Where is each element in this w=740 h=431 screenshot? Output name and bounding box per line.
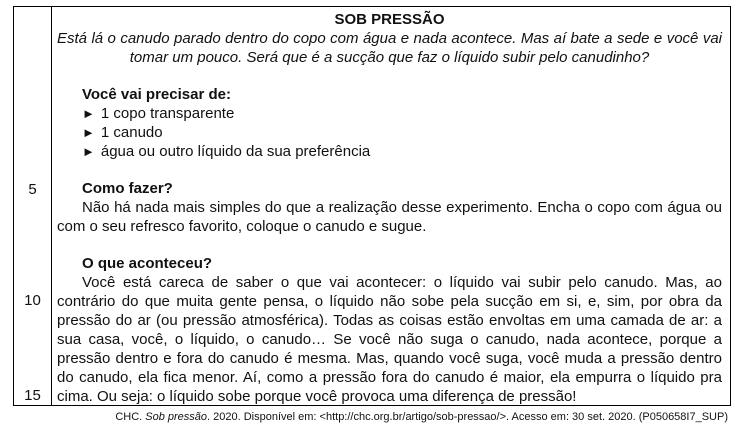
line-number-10: 10 <box>24 292 41 309</box>
line-number-gutter <box>14 7 52 405</box>
citation-work-title: Sob pressão <box>145 411 208 423</box>
intro-paragraph: Está lá o canudo parado dentro do copo com água e nada acontece. Mas aí bate a sede e você vai tomar um pouco. Será que é a sucção que faz o líquido subir pelo canudinho? <box>57 30 722 66</box>
citation-details: . 2020. Disponível em: <http://chc.org.br/artigo/sob-pressao/>. Acesso em: 30 set. 2020. (P050658I7_SUP) <box>207 411 728 423</box>
result-heading: O que aconteceu? <box>82 255 213 272</box>
method-heading: Como fazer? <box>82 180 173 197</box>
source-citation <box>115 410 728 424</box>
material-label: 1 canudo <box>100 124 163 141</box>
arrow-bullet-icon: ► <box>82 144 95 159</box>
line-number-5: 5 <box>28 181 37 198</box>
material-item <box>82 104 722 123</box>
citation-prefix: CHC. <box>115 411 146 423</box>
arrow-bullet-icon: ► <box>82 106 95 121</box>
material-item <box>82 123 722 142</box>
arrow-bullet-icon: ► <box>82 125 95 140</box>
material-item <box>82 142 722 161</box>
materials-heading: Você vai precisar de: <box>82 86 231 103</box>
method-paragraph: Não há nada mais simples do que a realização desse experimento. Encha o copo com água ou com o seu refresco favorito, coloque o canudo e sugue. <box>57 199 722 235</box>
text-frame <box>13 6 731 406</box>
article-title: SOB PRESSÃO <box>334 11 445 28</box>
material-label: 1 copo transparente <box>100 105 235 122</box>
line-number-15: 15 <box>24 387 41 404</box>
material-label: água ou outro líquido da sua preferência <box>100 143 371 160</box>
result-paragraph: Você está careca de saber o que vai acontecer: o líquido vai subir pelo canudo. Mas, ao contrário do que muita gente pensa, o líquido não sobe pela sucção em si, e, sim, por obra da pressão do ar (ou pressão atmosférica). Todas as coisas estão envoltas em uma camada de ar: a sua casa, você, o líquido, o canudo… Se você não suga o canudo, nada acontece, porque a pressão dentro e fora do canudo é mesma. Mas, quando você suga, você muda a pressão dentro do canudo, ela fica menor. Aí, como a pressão fora do canudo é maior, ela empurra o líquido pra cima. Ou seja: o líquido sobe porque você provoca uma diferença de pressão! <box>57 274 722 405</box>
article-content <box>57 10 722 406</box>
